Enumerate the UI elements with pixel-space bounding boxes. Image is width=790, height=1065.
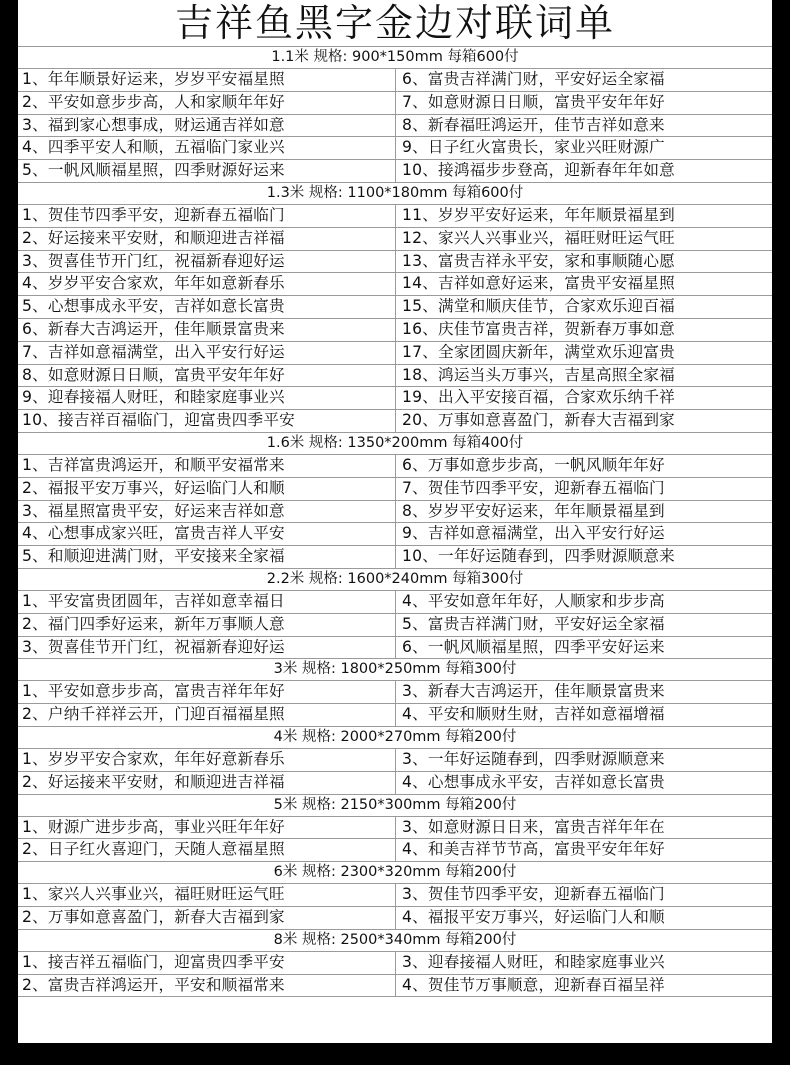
couplet-row	[18, 115, 772, 138]
couplet-right: 6、一帆风顺福星照，四季平安好运来	[395, 637, 772, 659]
couplet-right: 19、出入平安接百福，合家欢乐纳千祥	[395, 387, 772, 409]
couplet-left: 5、心想事成永平安，吉祥如意长富贵	[22, 297, 285, 316]
document-title: 吉祥鱼黑字金边对联词单	[18, 0, 772, 47]
couplet-row	[18, 478, 772, 501]
couplet-right: 3、贺佳节四季平安，迎新春五福临门	[395, 884, 772, 906]
couplet-left: 3、福到家心想事成，财运通吉祥如意	[22, 115, 285, 134]
section-header: 1.6米 规格: 1350*200mm 每箱400付	[18, 433, 772, 455]
couplet-row	[18, 817, 772, 840]
couplet-row	[18, 907, 772, 930]
section-header: 3米 规格: 1800*250mm 每箱300付	[18, 659, 772, 681]
couplet-right: 17、全家团圆庆新年，满堂欢乐迎富贵	[395, 342, 772, 364]
couplet-row	[18, 614, 772, 637]
couplet-left: 2、福报平安万事兴，好运临门人和顺	[22, 478, 285, 497]
couplet-row	[18, 975, 772, 998]
couplet-row	[18, 69, 772, 92]
couplet-right: 4、福报平安万事兴，好运临门人和顺	[395, 907, 772, 929]
couplet-right: 10、一年好运随春到，四季财源顺意来	[395, 546, 772, 568]
couplet-right: 13、富贵吉祥永平安，家和事顺随心愿	[395, 251, 772, 273]
couplet-list-sheet	[18, 0, 772, 1043]
couplet-right: 5、富贵吉祥满门财，平安好运全家福	[395, 614, 772, 636]
couplet-right: 7、如意财源日日顺，富贵平安年年好	[395, 92, 772, 114]
couplet-row	[18, 92, 772, 115]
couplet-left: 5、一帆风顺福星照，四季财源好运来	[22, 161, 285, 180]
couplet-right: 8、新春福旺鸿运开，佳节吉祥如意来	[395, 115, 772, 137]
couplet-right: 4、和美吉祥节节高，富贵平安年年好	[395, 839, 772, 861]
couplet-left: 2、福门四季好运来，新年万事顺人意	[22, 614, 285, 633]
section-header: 2.2米 规格: 1600*240mm 每箱300付	[18, 569, 772, 591]
couplet-left: 4、心想事成家兴旺，富贵吉祥人平安	[22, 524, 285, 543]
couplet-row	[18, 704, 772, 727]
couplet-left: 4、四季平安人和顺，五福临门家业兴	[22, 138, 285, 157]
couplet-right: 3、如意财源日日来，富贵吉祥年年在	[395, 817, 772, 839]
couplet-row	[18, 251, 772, 274]
couplet-row	[18, 772, 772, 795]
couplet-row	[18, 387, 772, 410]
couplet-row	[18, 952, 772, 975]
couplet-left: 8、如意财源日日顺，富贵平安年年好	[22, 365, 285, 384]
couplet-right: 14、吉祥如意好运来，富贵平安福星照	[395, 273, 772, 295]
couplet-left: 2、好运接来平安财，和顺迎进吉祥福	[22, 228, 285, 247]
couplet-left: 5、和顺迎进满门财，平安接来全家福	[22, 547, 285, 566]
couplet-right: 18、鸿运当头万事兴，吉星高照全家福	[395, 365, 772, 387]
couplet-right: 9、吉祥如意福满堂，出入平安行好运	[395, 523, 772, 545]
couplet-left: 3、贺喜佳节开门红，祝福新春迎好运	[22, 637, 285, 656]
couplet-row	[18, 296, 772, 319]
couplet-row	[18, 137, 772, 160]
couplet-right: 16、庆佳节富贵吉祥，贺新春万事如意	[395, 319, 772, 341]
couplet-right: 4、平安和顺财生财，吉祥如意福增福	[395, 704, 772, 726]
couplet-right: 3、一年好运随春到，四季财源顺意来	[395, 749, 772, 771]
couplet-row	[18, 523, 772, 546]
section-header: 1.3米 规格: 1100*180mm 每箱600付	[18, 183, 772, 205]
couplet-row	[18, 365, 772, 388]
section-header: 8米 规格: 2500*340mm 每箱200付	[18, 930, 772, 952]
couplet-row	[18, 342, 772, 365]
couplet-row	[18, 273, 772, 296]
couplet-row	[18, 839, 772, 862]
couplet-row	[18, 637, 772, 660]
couplet-row	[18, 591, 772, 614]
couplet-row	[18, 749, 772, 772]
couplet-left: 2、户纳千祥祥云开，门迎百福福星照	[22, 705, 285, 724]
couplet-right: 12、家兴人兴事业兴，福旺财旺运气旺	[395, 228, 772, 250]
couplet-left: 1、贺佳节四季平安，迎新春五福临门	[22, 205, 285, 224]
couplet-left: 1、年年顺景好运来，岁岁平安福星照	[22, 70, 285, 88]
couplet-left: 2、日子红火喜迎门，天随人意福星照	[22, 840, 285, 859]
couplet-left: 6、新春大吉鸿运开，佳年顺景富贵来	[22, 319, 285, 338]
couplet-right: 11、岁岁平安好运来，年年顺景福星到	[395, 205, 772, 227]
couplet-row	[18, 160, 772, 183]
couplet-right: 8、岁岁平安好运来，年年顺景福星到	[395, 501, 772, 523]
couplet-right: 20、万事如意喜盈门，新春大吉福到家	[395, 410, 772, 432]
couplet-right: 9、日子红火富贵长，家业兴旺财源广	[395, 137, 772, 159]
couplet-left: 4、岁岁平安合家欢，年年如意新春乐	[22, 274, 285, 293]
couplet-row	[18, 884, 772, 907]
couplet-left: 1、平安富贵团圆年，吉祥如意幸福日	[22, 591, 285, 610]
section-header: 5米 规格: 2150*300mm 每箱200付	[18, 795, 772, 817]
couplet-left: 1、家兴人兴事业兴，福旺财旺运气旺	[22, 885, 285, 904]
couplet-left: 1、财源广进步步高，事业兴旺年年好	[22, 817, 285, 836]
couplet-left: 1、平安如意步步高，富贵吉祥年年好	[22, 682, 285, 701]
couplet-right: 6、万事如意步步高，一帆风顺年年好	[395, 455, 772, 477]
couplet-row	[18, 319, 772, 342]
couplet-left: 3、贺喜佳节开门红，祝福新春迎好运	[22, 251, 285, 270]
couplet-right: 6、富贵吉祥满门财，平安好运全家福	[395, 69, 772, 91]
couplet-row	[18, 546, 772, 569]
couplet-right: 4、平安如意年年好，人顺家和步步高	[395, 591, 772, 613]
couplet-left: 3、福星照富贵平安，好运来吉祥如意	[22, 501, 285, 520]
couplet-right: 7、贺佳节四季平安，迎新春五福临门	[395, 478, 772, 500]
couplet-left: 1、接吉祥五福临门，迎富贵四季平安	[22, 952, 285, 971]
couplet-left: 9、迎春接福人财旺，和睦家庭事业兴	[22, 388, 285, 407]
couplet-row	[18, 455, 772, 478]
couplet-right: 4、贺佳节万事顺意，迎新春百福呈祥	[395, 975, 772, 997]
couplet-left: 2、平安如意步步高，人和家顺年年好	[22, 92, 285, 111]
couplet-left: 7、吉祥如意福满堂，出入平安行好运	[22, 342, 285, 361]
sections-container	[18, 47, 772, 997]
section-header: 6米 规格: 2300*320mm 每箱200付	[18, 862, 772, 884]
section-header: 4米 规格: 2000*270mm 每箱200付	[18, 727, 772, 749]
couplet-left: 2、万事如意喜盈门，新春大吉福到家	[22, 907, 285, 926]
section-header: 1.1米 规格: 900*150mm 每箱600付	[18, 47, 772, 69]
couplet-row	[18, 410, 772, 433]
couplet-row	[18, 501, 772, 524]
couplet-row	[18, 205, 772, 228]
couplet-row	[18, 228, 772, 251]
couplet-left: 1、吉祥富贵鸿运开，和顺平安福常来	[22, 455, 285, 474]
couplet-row	[18, 681, 772, 704]
couplet-right: 10、接鸿福步步登高，迎新春年年如意	[395, 160, 772, 182]
couplet-left: 2、好运接来平安财，和顺迎进吉祥福	[22, 772, 285, 791]
couplet-right: 3、迎春接福人财旺，和睦家庭事业兴	[395, 952, 772, 974]
couplet-right: 15、满堂和顺庆佳节，合家欢乐迎百福	[395, 296, 772, 318]
couplet-left: 2、富贵吉祥鸿运开，平安和顺福常来	[22, 975, 285, 994]
couplet-left: 10、接吉祥百福临门，迎富贵四季平安	[22, 411, 295, 430]
couplet-left: 1、岁岁平安合家欢，年年好意新春乐	[22, 749, 285, 768]
couplet-right: 4、心想事成永平安，吉祥如意长富贵	[395, 772, 772, 794]
couplet-right: 3、新春大吉鸿运开，佳年顺景富贵来	[395, 681, 772, 703]
